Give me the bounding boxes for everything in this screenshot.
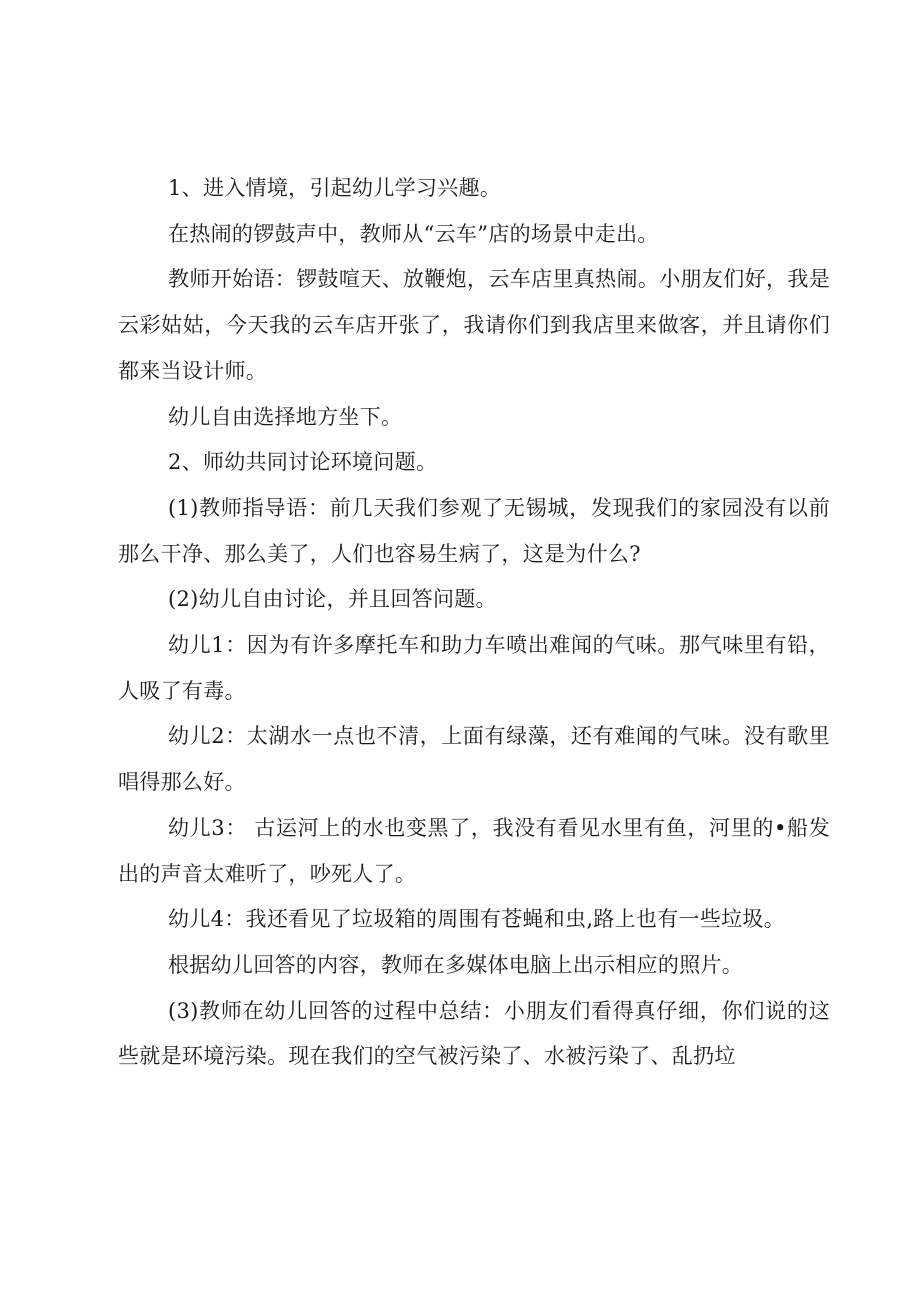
paragraph-teacher-enters: 在热闹的锣鼓声中，教师从“云车”店的场景中走出。 (168, 221, 659, 246)
paragraph-teacher-guidance: (1)教师指导语：前几天我们参观了无锡城，发现我们的家园没有以前那么干净、那么美了，人们也容易生病了，这是为什么? (118, 495, 830, 566)
paragraph-teacher-summary: (3)教师在幼儿回答的过程中总结：小朋友们看得真仔细，你们说的这些就是环境污染。现在我们的空气被污染了、水被污染了、乱扔垃 (118, 998, 830, 1069)
paragraph-step-2-heading: 2、师幼共同讨论环境问题。 (168, 450, 438, 475)
paragraph-child-1: 幼儿1：因为有许多摩托车和助力车喷出难闻的气味。那气味里有铅，人吸了有毒。 (118, 633, 830, 703)
document-body (118, 166, 830, 1080)
paragraph-teacher-photos: 根据幼儿回答的内容，教师在多媒体电脑上出示相应的照片。 (168, 952, 744, 977)
paragraph-teacher-opening: 教师开始语：锣鼓喧天、放鞭炮，云车店里真热闹。小朋友们好，我是云彩姑姑，今天我的云车店开张了，我请你们到我店里来做客，并且请你们都来当设计师。 (118, 267, 830, 383)
paragraph-child-2: 幼儿2：太湖水一点也不清，上面有绿藻，还有难闻的气味。没有歌里唱得那么好。 (118, 724, 830, 795)
paragraph-children-discuss: (2)幼儿自由讨论，并且回答问题。 (168, 587, 497, 612)
paragraph-child-3: 幼儿3： 古运河上的水也变黑了，我没有看见水里有鱼，河里的•船发出的声音太难听了，吵死人了。 (118, 815, 830, 886)
paragraph-child-4: 幼儿4：我还看见了垃圾箱的周围有苍蝇和虫,路上也有一些垃圾。 (168, 907, 786, 932)
paragraph-step-1-heading: 1、进入情境，引起幼儿学习兴趣。 (168, 176, 502, 200)
paragraph-children-sit: 幼儿自由选择地方坐下。 (168, 404, 403, 429)
